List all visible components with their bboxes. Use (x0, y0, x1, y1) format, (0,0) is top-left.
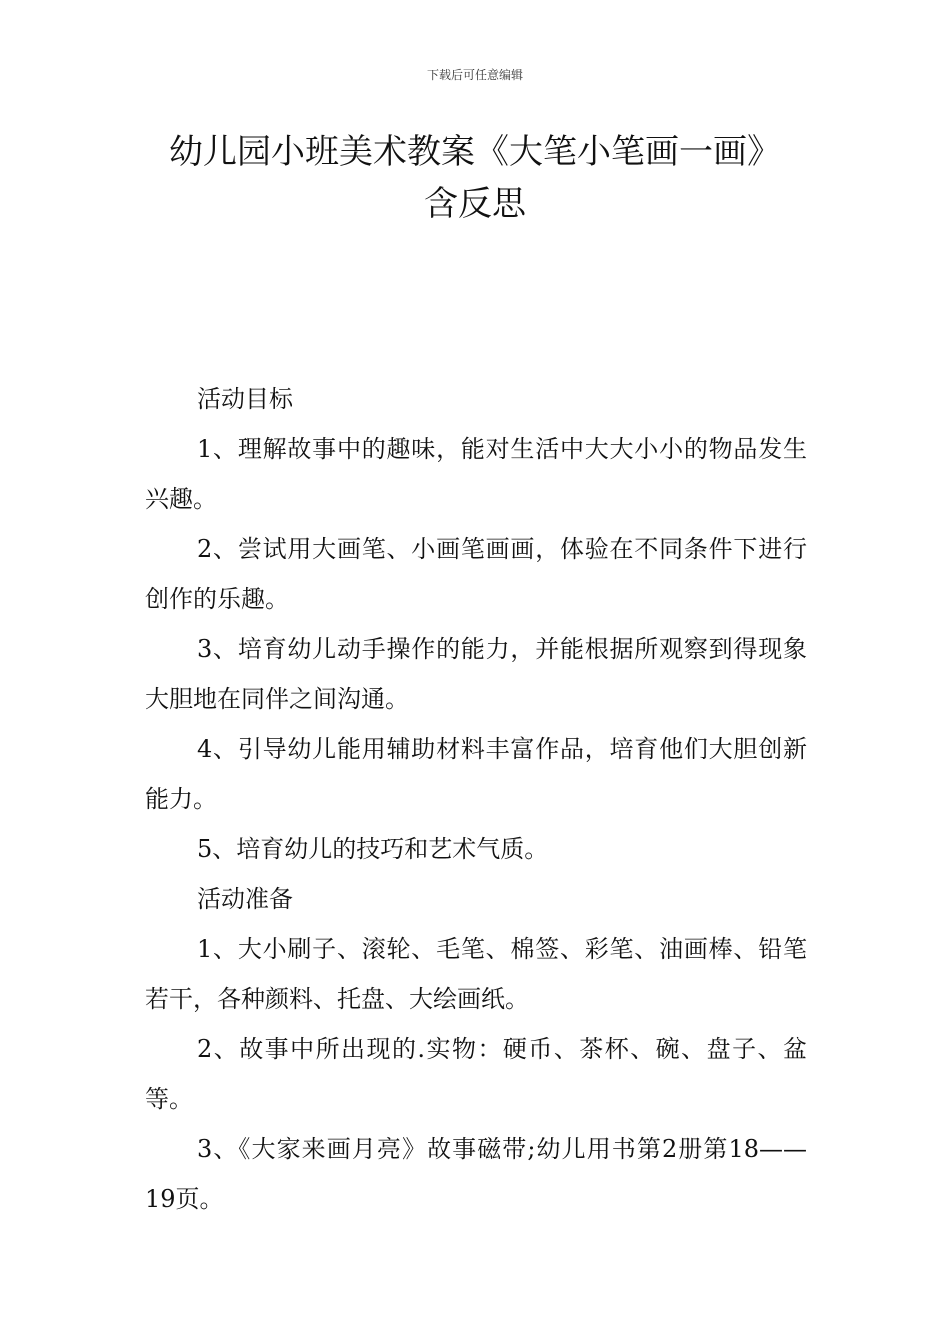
title-line-1: 幼儿园小班美术教案《大笔小笔画一画》 (169, 132, 781, 172)
goal-item-4: 4、引导幼儿能用辅助材料丰富作品，培育他们大胆创新能力。 (145, 735, 807, 813)
document-body (145, 374, 807, 1224)
prep-item-1: 1、大小刷子、滚轮、毛笔、棉签、彩笔、油画棒、铅笔若干，各种颜料、托盘、大绘画纸。 (145, 935, 807, 1013)
goal-item-5: 5、培育幼儿的技巧和艺术气质。 (197, 835, 549, 863)
section-heading-goals: 活动目标 (197, 385, 293, 413)
goal-item-1: 1、理解故事中的趣味，能对生活中大大小小的物品发生兴趣。 (145, 435, 807, 513)
prep-item-2: 2、故事中所出现的.实物：硬币、茶杯、碗、盘子、盆等。 (145, 1035, 807, 1113)
goal-item-3: 3、培育幼儿动手操作的能力，并能根据所观察到得现象大胆地在同伴之间沟通。 (145, 635, 807, 713)
document-title (100, 126, 850, 230)
title-line-2: 含反思 (424, 184, 526, 224)
goal-item-2: 2、尝试用大画笔、小画笔画画，体验在不同条件下进行创作的乐趣。 (145, 535, 807, 613)
section-heading-preparation: 活动准备 (197, 885, 293, 913)
header-note: 下载后可任意编辑 (426, 68, 523, 82)
prep-item-3: 3、《大家来画月亮》故事磁带;幼儿用书第2册第18——19页。 (145, 1135, 807, 1213)
